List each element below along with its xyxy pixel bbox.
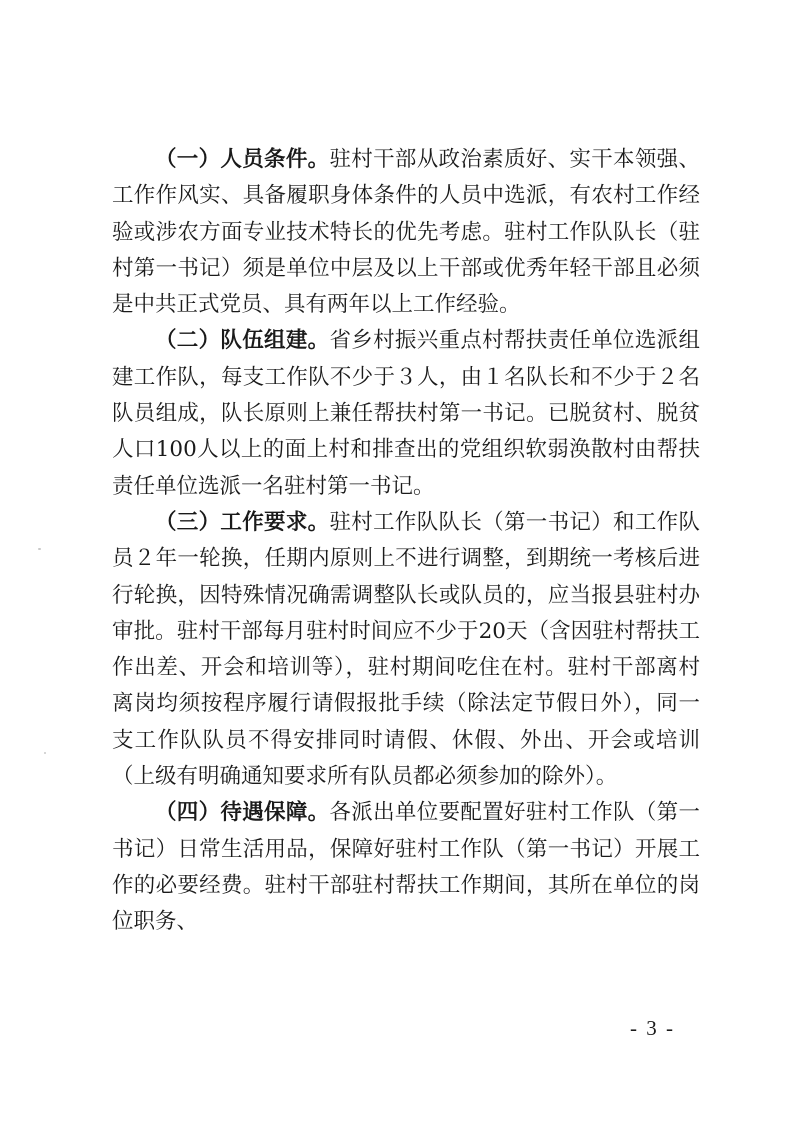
paragraph-benefits-guarantee: [112, 795, 700, 940]
paragraph-text: 驻村干部从政治素质好、实干本领强、工作作风实、具备履职身体条件的人员中选派，有农村工作经验或涉农方面专业技术特长的优先考虑。驻村工作队队长（驻村第一书记）须是单位中层及以上干部或优秀年轻干部且必须是中共正式党员、具有两年以上工作经验。: [112, 147, 700, 318]
paragraph-heading: （三）工作要求。: [155, 509, 330, 535]
paragraph-team-formation: [112, 323, 700, 504]
paragraph-heading: （四）待遇保障。: [155, 800, 330, 826]
paragraph-heading: （一）人员条件。: [155, 147, 330, 172]
paragraph-heading: （二）队伍组建。: [155, 328, 330, 354]
scan-speck: [44, 752, 46, 754]
scan-speck: [38, 548, 41, 550]
page-number: - 3 -: [630, 1016, 675, 1040]
document-body: [112, 142, 700, 941]
paragraph-personnel-conditions: [112, 142, 700, 323]
paragraph-text: 驻村工作队队长（第一书记）和工作队员２年一轮换，任期内原则上不进行调整，到期统一考核后进行轮换，因特殊情况确需调整队长或队员的，应当报县驻村办审批。驻村干部每月驻村时间应不少于20天（含因驻村帮扶工作出差、开会和培训等），驻村期间吃住在村。驻村干部离村离岗均须按程序履行请假报批手续（除法定节假日外），同一支工作队队员不得安排同时请假、休假、外出、开会或培训（上级有明确通知要求所有队员都必须参加的除外）。: [112, 509, 700, 790]
paragraph-text: 各派出单位要配置好驻村工作队（第一书记）日常生活用品，保障好驻村工作队（第一书记）开展工作的必要经费。驻村干部驻村帮扶工作期间，其所在单位的岗位职务、: [112, 800, 700, 935]
paragraph-work-requirements: [112, 505, 700, 795]
paragraph-text: 省乡村振兴重点村帮扶责任单位选派组建工作队，每支工作队不少于３人，由１名队长和不少于２名队员组成，队长原则上兼任帮扶村第一书记。已脱贫村、脱贫人口100人以上的面上村和排查出的党组织软弱涣散村由帮扶责任单位选派一名驻村第一书记。: [112, 328, 700, 499]
